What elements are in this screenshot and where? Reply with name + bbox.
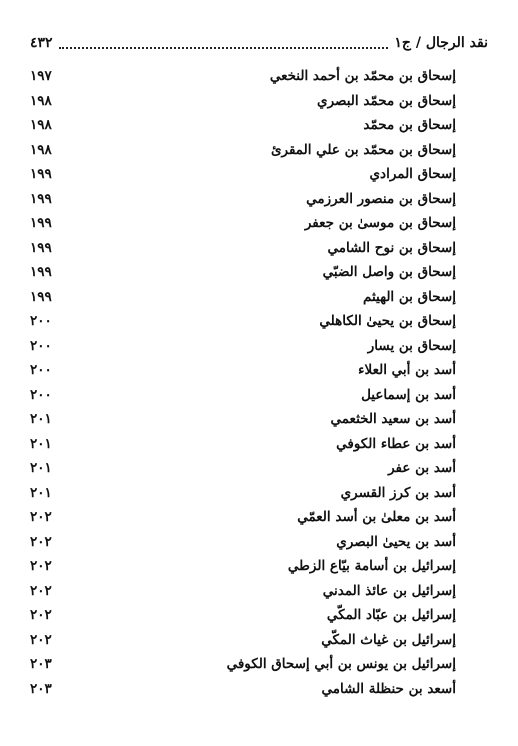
entry-page-number: ٢٠٢ xyxy=(30,607,52,624)
entry-page-number: ٢٠٠ xyxy=(30,337,52,354)
entry-page-number: ٢٠١ xyxy=(30,484,52,501)
index-entry xyxy=(30,334,488,359)
entry-page-number: ٢٠٢ xyxy=(30,631,52,648)
index-entry xyxy=(30,309,488,334)
index-entry xyxy=(30,456,488,481)
index-entry xyxy=(30,677,488,702)
entry-page-number: ١٩٨ xyxy=(30,141,52,158)
index-entry xyxy=(30,187,488,212)
entry-name: إسرائيل بن غياث المكّي xyxy=(321,631,456,648)
index-entry xyxy=(30,481,488,506)
entry-page-number: ٢٠١ xyxy=(30,435,52,452)
entry-page-number: ١٩٩ xyxy=(30,166,52,183)
entry-name: إسحاق بن يسار xyxy=(367,337,456,354)
entry-name: أسد بن سعيد الخثعمي xyxy=(330,411,456,428)
entry-name: إسحاق بن محمّد xyxy=(363,117,456,134)
entry-name: إسحاق بن الهيثم xyxy=(362,288,456,305)
page-number: ٤٣٢ xyxy=(30,35,53,51)
entry-page-number: ١٩٧ xyxy=(30,68,52,85)
entry-page-number: ١٩٨ xyxy=(30,92,52,109)
entry-name: أسد بن عفر xyxy=(388,460,456,477)
entry-page-number: ٢٠٠ xyxy=(30,386,52,403)
entry-page-number: ٢٠٢ xyxy=(30,558,52,575)
entry-name: أسد بن معلىٰ بن أسد العمّي xyxy=(297,509,456,526)
index-entry xyxy=(30,383,488,408)
index-entry xyxy=(30,64,488,89)
entry-name: إسحاق بن موسىٰ بن جعفر xyxy=(304,215,456,232)
index-entry xyxy=(30,285,488,310)
index-entry xyxy=(30,628,488,653)
book-title: نقد الرجال / ج١ xyxy=(394,35,488,51)
index-entry xyxy=(30,579,488,604)
entry-page-number: ٢٠٢ xyxy=(30,533,52,550)
entry-name: إسرائيل بن أسامة بيّاع الزطي xyxy=(287,558,456,575)
entry-page-number: ٢٠٣ xyxy=(30,656,52,673)
index-entry xyxy=(30,530,488,555)
entry-name: إسحاق بن محمّد البصري xyxy=(317,92,456,109)
entry-page-number: ١٩٩ xyxy=(30,215,52,232)
index-entry xyxy=(30,162,488,187)
entry-name: إسحاق بن نوح الشامي xyxy=(327,239,456,256)
entry-page-number: ١٩٨ xyxy=(30,117,52,134)
entry-page-number: ٢٠٠ xyxy=(30,362,52,379)
entry-page-number: ١٩٩ xyxy=(30,264,52,281)
entry-name: إسحاق بن منصور العرزمي xyxy=(306,190,456,207)
index-entry xyxy=(30,89,488,114)
entry-name: إسرائيل بن عائذ المدني xyxy=(322,582,456,599)
entry-name: إسرائيل بن يونس بن أبي إسحاق الكوفي xyxy=(226,656,456,673)
entry-page-number: ٢٠١ xyxy=(30,460,52,477)
entry-page-number: ٢٠١ xyxy=(30,411,52,428)
entry-name: أسد بن كرز القسري xyxy=(340,484,456,501)
index-entry xyxy=(30,236,488,261)
index-entry xyxy=(30,505,488,530)
index-entry xyxy=(30,113,488,138)
header-leader-dots xyxy=(59,37,389,49)
running-header xyxy=(30,32,488,54)
entry-name: إسرائيل بن عبّاد المكّي xyxy=(326,607,456,624)
index-entry xyxy=(30,358,488,383)
entry-name: أسد بن عطاء الكوفي xyxy=(336,435,456,452)
index-entry xyxy=(30,260,488,285)
entry-page-number: ١٩٩ xyxy=(30,288,52,305)
entry-name: إسحاق بن يحيىٰ الكاهلي xyxy=(319,313,456,330)
entry-name: أسد بن إسماعيل xyxy=(361,386,456,403)
entry-name: إسحاق بن محمّد بن أحمد النخعي xyxy=(269,68,456,85)
index-entry xyxy=(30,652,488,677)
entry-page-number: ١٩٩ xyxy=(30,239,52,256)
entry-page-number: ٢٠٢ xyxy=(30,582,52,599)
entry-page-number: ١٩٩ xyxy=(30,190,52,207)
index-entry xyxy=(30,554,488,579)
entry-name: أسعد بن حنظلة الشامي xyxy=(321,680,456,697)
entry-page-number: ٢٠٢ xyxy=(30,509,52,526)
index-entry xyxy=(30,138,488,163)
entry-name: أسد بن أبي العلاء xyxy=(358,362,456,379)
entry-name: إسحاق المرادي xyxy=(369,166,456,183)
entry-page-number: ٢٠٣ xyxy=(30,680,52,697)
entry-name: أسد بن يحيىٰ البصري xyxy=(336,533,456,550)
index-entry xyxy=(30,211,488,236)
entry-name: إسحاق بن واصل الضبّي xyxy=(322,264,456,281)
index-entry xyxy=(30,432,488,457)
entry-name: إسحاق بن محمّد بن علي المقرئ xyxy=(270,141,456,158)
index-entry xyxy=(30,603,488,628)
index-list xyxy=(30,64,488,701)
entry-page-number: ٢٠٠ xyxy=(30,313,52,330)
index-entry xyxy=(30,407,488,432)
